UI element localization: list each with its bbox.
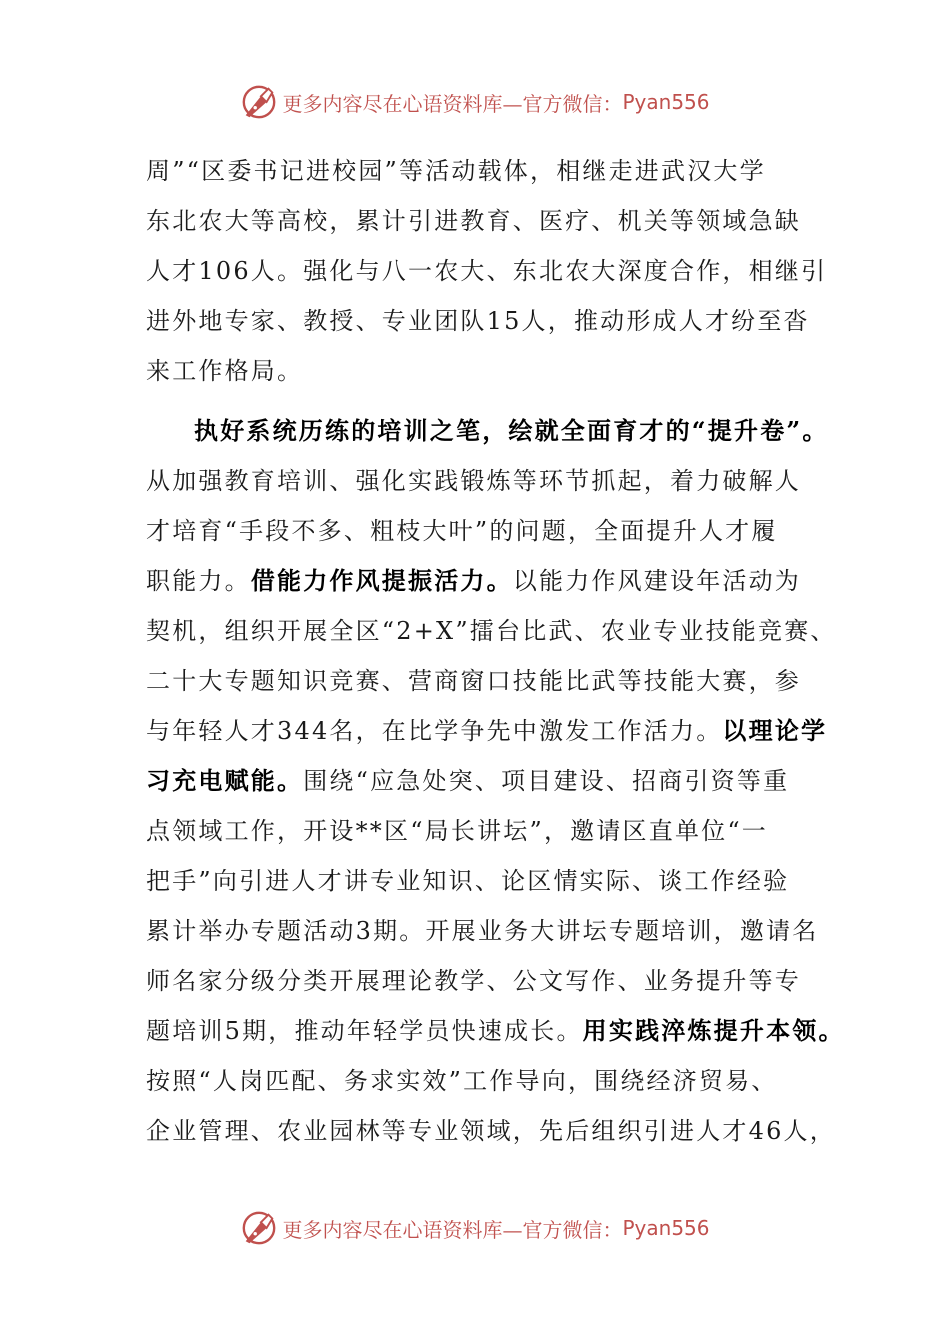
text-line <box>146 706 828 756</box>
text-run: 围绕“应急处突、项目建设、招商引资等重 <box>303 767 790 795</box>
text-line: 点领域工作，开设**区“局长讲坛”，邀请区直单位“一 <box>146 817 769 845</box>
watermark-wechat-id: Pyan556 <box>622 90 710 114</box>
watermark-text: 更多内容尽在心语资料库—官方微信： <box>282 1217 623 1242</box>
text-line: 按照“人岗匹配、务求实效”工作导向，围绕经济贸易、 <box>146 1067 778 1095</box>
text-line: 从加强教育培训、强化实践锻炼等环节抓起，着力破解人 <box>146 467 801 495</box>
text-line: 人才106人。强化与八一农大、东北农大深度合作，相继引 <box>146 257 828 285</box>
watermark-wechat-id: Pyan556 <box>622 1216 710 1240</box>
pen-nib-logo-icon <box>240 1209 278 1247</box>
text-run: 职能力。 <box>146 567 251 595</box>
paragraph-talent-introduction <box>146 146 828 396</box>
pen-nib-logo-icon <box>240 83 278 121</box>
paragraph-training <box>146 406 845 1156</box>
text-line <box>146 556 811 606</box>
text-run: 与年轻人才344名，在比学争先中激发工作活力。 <box>146 717 723 745</box>
section-heading: 执好系统历练的培训之笔，绘就全面育才的“提升卷”。 <box>194 416 829 445</box>
text-line: 东北农大等高校，累计引进教育、医疗、机关等领域急缺 <box>146 207 801 235</box>
text-line: 师名家分级分类开展理论教学、公文写作、业务提升等专 <box>146 967 801 995</box>
subheading-theory-study: 以理论学 <box>722 716 828 745</box>
text-line: 进外地专家、教授、专业团队15人，推动形成人才纷至沓 <box>146 307 810 335</box>
text-line: 累计举办专题活动3期。开展业务大讲坛专题培训，邀请名 <box>146 917 819 945</box>
document-body <box>146 146 845 1156</box>
text-line: 契机，组织开展全区“2+X”擂台比武、农业专业技能竞赛、 <box>146 617 837 645</box>
text-line: 把手”向引进人才讲专业知识、论区情实际、谈工作经验 <box>146 867 790 895</box>
text-run: 以能力作风建设年活动为 <box>512 567 802 595</box>
subheading-ability-style: 借能力作风提振活力。 <box>250 566 513 595</box>
text-line: 二十大专题知识竞赛、营商窗口技能比武等技能大赛，参 <box>146 667 801 695</box>
text-line <box>146 1006 845 1056</box>
text-line <box>146 756 811 806</box>
subheading-practice: 用实践淬炼提升本领。 <box>582 1016 845 1045</box>
watermark-text: 更多内容尽在心语资料库—官方微信： <box>282 91 623 116</box>
text-line: 才培育“手段不多、粗枝大叶”的问题，全面提升人才履 <box>146 517 778 545</box>
text-run: 题培训5期，推动年轻学员快速成长。 <box>146 1017 583 1045</box>
text-line: 周”“区委书记进校园”等活动载体，相继走进武汉大学 <box>146 157 766 185</box>
header-watermark <box>0 82 950 122</box>
text-line: 来工作格局。 <box>146 357 304 385</box>
text-line: 企业管理、农业园林等专业领域，先后组织引进人才46人， <box>146 1117 836 1145</box>
subheading-theory-study-cont: 习充电赋能。 <box>146 766 304 795</box>
footer-watermark <box>0 1208 950 1248</box>
